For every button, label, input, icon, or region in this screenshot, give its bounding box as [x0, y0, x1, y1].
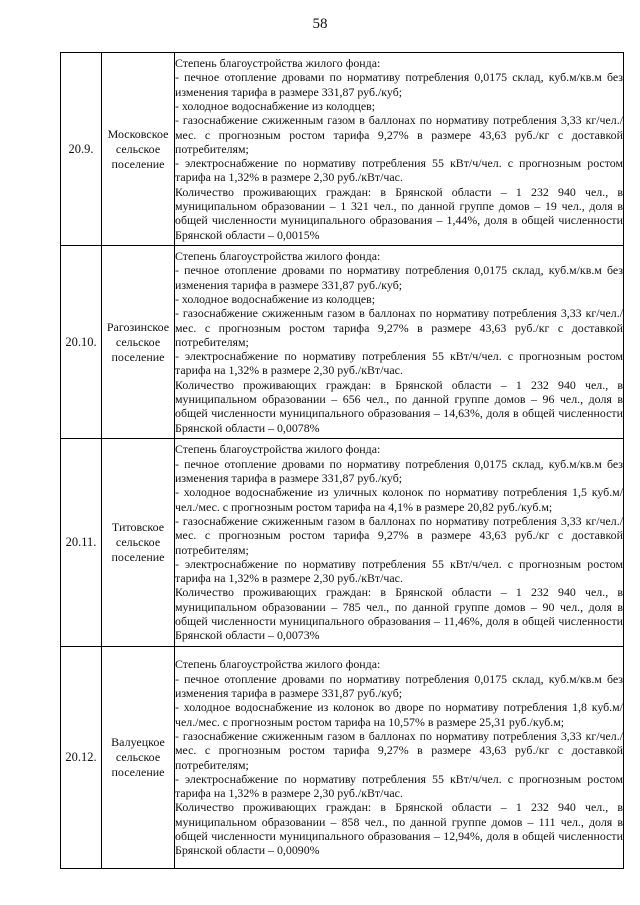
table-row	[61, 439, 624, 647]
description-paragraph: Количество проживающих граждан: в Брянской области – 1 232 940 чел., в муниципальном образовании – 656 чел., по данной группе домов – 96 чел., доля в общей численности муниципального образования – 14,63%, доля в общей численности Брянской области – 0,0078%	[175, 377, 623, 435]
description-paragraph: - электроснабжение по нормативу потребления 55 кВт/ч/чел. с прогнозным ростом тарифа на 1,32% в размере 2,30 руб./кВт/час.	[175, 349, 623, 378]
description-paragraph: - холодное водоснабжение из колонок во дворе по нормативу потребления 1,8 куб.м/чел./мес. с прогнозным ростом тарифа на 10,57% в размере 25,31 руб./куб.м;	[175, 700, 623, 729]
description-paragraph: Степень благоустройства жилого фонда:	[175, 249, 381, 264]
row-number: 20.12.	[61, 647, 102, 869]
settlement-name	[102, 53, 175, 246]
settlement-name-line: сельское	[115, 334, 161, 349]
table-row	[61, 647, 624, 869]
description-paragraph: - электроснабжение по нормативу потребления 55 кВт/ч/чел. с прогнозным ростом тарифа на 1,32% в размере 2,30 руб./кВт/час.	[175, 156, 623, 185]
settlement-name-line: сельское	[115, 535, 161, 549]
description-paragraph: - газоснабжение сжиженным газом в баллонах по нормативу потребления 3,33 кг/чел./мес. с прогнозным ростом тарифа 9,27% в размере 43,63 руб./кг с доставкой потребителям;	[175, 728, 623, 772]
description-paragraph: - газоснабжение сжиженным газом в баллонах по нормативу потребления 3,33 кг/чел./мес. с прогнозным ростом тарифа 9,27% в размере 43,63 руб./кг с доставкой потребителям;	[175, 113, 623, 156]
settlement-name-line: Титовское	[111, 520, 165, 534]
settlements-table	[60, 52, 624, 869]
housing-description	[175, 439, 624, 647]
description-paragraph: Степень благоустройства жилого фонда:	[175, 442, 381, 457]
housing-description	[175, 53, 624, 246]
settlement-name-line: поселение	[111, 349, 165, 364]
description-paragraph: - электроснабжение по нормативу потребления 55 кВт/ч/чел. с прогнозным ростом тарифа на 1,32% в размере 2,30 руб./кВт/час.	[175, 556, 623, 586]
row-number: 20.11.	[61, 439, 102, 647]
row-number: 20.9.	[61, 53, 102, 246]
settlement-name-line: Рагозинское	[106, 319, 170, 334]
description-paragraph: Количество проживающих граждан: в Брянской области – 1 232 940 чел., в муниципальном образовании – 785 чел., по данной группе домов – 90 чел., доля в общей численности муниципального образования – 11,46%, доля в общей численности Брянской области – 0,0073%	[175, 585, 623, 643]
settlement-name	[102, 439, 175, 647]
description-paragraph: - печное отопление дровами по нормативу потребления 0,0175 склад, куб.м/кв.м без изменения тарифа в размере 331,87 руб./куб;	[175, 456, 623, 486]
description-paragraph: - газоснабжение сжиженным газом в баллонах по нормативу потребления 3,33 кг/чел./мес. с прогнозным ростом тарифа 9,27% в размере 43,63 руб./кг с доставкой потребителям;	[175, 513, 623, 557]
description-paragraph: - холодное водоснабжение из уличных колонок по нормативу потребления 1,5 куб.м/чел./мес. с прогнозным ростом тарифа на 4,1% в размере 20,82 руб./куб.м;	[175, 485, 623, 514]
row-number: 20.10.	[61, 246, 102, 439]
table-row	[61, 53, 624, 246]
description-paragraph: Степень благоустройства жилого фонда:	[175, 657, 381, 672]
settlement-name-line: сельское	[115, 141, 161, 156]
settlement-name-line: поселение	[111, 550, 165, 564]
settlement-name	[102, 647, 175, 869]
description-paragraph: - печное отопление дровами по нормативу потребления 0,0175 склад, куб.м/кв.м без изменения тарифа в размере 331,87 руб./куб;	[175, 671, 623, 701]
description-paragraph: Количество проживающих граждан: в Брянской области – 1 232 940 чел., в муниципальном образовании – 1 321 чел., по данной группе домов – 19 чел., доля в общей численности муниципального образования – 1,44%, доля в общей численности Брянской области – 0,0015%	[175, 184, 623, 242]
settlement-name	[102, 246, 175, 439]
settlement-name-line: сельское	[115, 750, 161, 764]
description-paragraph: - печное отопление дровами по нормативу потребления 0,0175 склад, куб.м/кв.м без изменения тарифа в размере 331,87 руб./куб;	[175, 70, 623, 99]
description-paragraph: Степень благоустройства жилого фонда:	[175, 56, 381, 71]
settlement-name-line: Московское	[107, 126, 169, 141]
housing-description	[175, 647, 624, 869]
description-paragraph: - холодное водоснабжение из колодцев;	[175, 291, 376, 306]
page-number: 58	[312, 16, 328, 32]
description-paragraph: - газоснабжение сжиженным газом в баллонах по нормативу потребления 3,33 кг/чел./мес. с прогнозным ростом тарифа 9,27% в размере 43,63 руб./кг с доставкой потребителям;	[175, 306, 623, 349]
settlement-name-line: поселение	[111, 765, 165, 779]
settlement-name-line: поселение	[111, 156, 165, 171]
settlement-name-line: Валуецкое	[111, 735, 165, 749]
description-paragraph: - электроснабжение по нормативу потребления 55 кВт/ч/чел. с прогнозным ростом тарифа на 1,32% в размере 2,30 руб./кВт/час.	[175, 771, 623, 801]
description-paragraph: - холодное водоснабжение из колодцев;	[175, 98, 376, 113]
housing-description	[175, 246, 624, 439]
description-paragraph: Количество проживающих граждан: в Брянской области – 1 232 940 чел., в муниципальном образовании – 858 чел., по данной группе домов – 111 чел., доля в общей численности муниципального образования – 12,94%, доля в общей численности Брянской области – 0,0090%	[175, 800, 623, 858]
table-row	[61, 246, 624, 439]
description-paragraph: - печное отопление дровами по нормативу потребления 0,0175 склад, куб.м/кв.м без изменения тарифа в размере 331,87 руб./куб;	[175, 263, 623, 292]
